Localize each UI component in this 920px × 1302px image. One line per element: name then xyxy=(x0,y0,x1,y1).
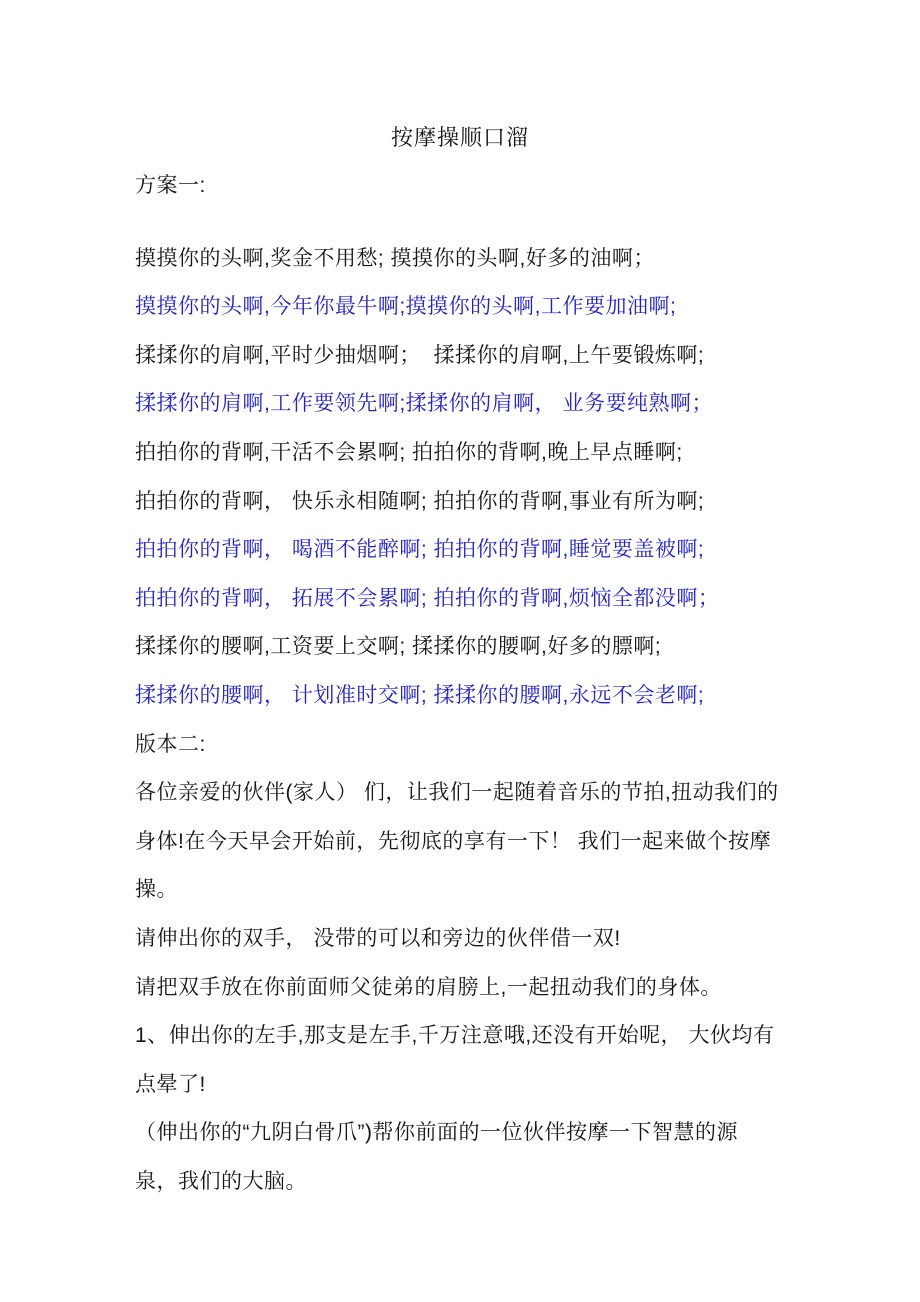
text-line: 拍拍你的背啊， 拓展不会累啊; 拍拍你的背啊,烦恼全都没啊； xyxy=(135,586,720,610)
text-line: 揉揉你的腰啊， 计划准时交啊; 揉揉你的腰啊,永远不会老啊; xyxy=(135,683,705,707)
text-line: 揉揉你的腰啊,工资要上交啊; 揉揉你的腰啊,好多的膘啊; xyxy=(135,635,662,659)
text-line: 操。 xyxy=(135,878,178,902)
text-line: 请把双手放在你前面师父徒弟的肩膀上,一起扭动我们的身体。 xyxy=(135,975,722,999)
text-line: 揉揉你的肩啊,平时少抽烟啊； 揉揉你的肩啊,上午要锻炼啊; xyxy=(135,343,705,367)
document-body xyxy=(135,162,805,1206)
text-line: 方案一: xyxy=(135,174,206,197)
text-line: 泉，我们的大脑。 xyxy=(135,1169,307,1193)
document-title: 按摩操顺口溜 xyxy=(390,125,529,150)
text-line: 请伸出你的双手， 没带的可以和旁边的伙伴借一双! xyxy=(135,926,621,950)
text-line: 拍拍你的背啊， 喝酒不能醉啊; 拍拍你的背啊,睡觉要盖被啊; xyxy=(135,538,705,562)
text-line: 摸摸你的头啊,奖金不用愁; 摸摸你的头啊,好多的油啊； xyxy=(135,246,655,270)
text-line: 揉揉你的肩啊,工作要领先啊;揉揉你的肩啊， 业务要纯熟啊； xyxy=(135,392,714,416)
text-line: 摸摸你的头啊,今年你最牛啊;摸摸你的头啊,工作要加油啊; xyxy=(135,295,677,319)
text-line: 点晕了! xyxy=(135,1072,206,1096)
text-line: 拍拍你的背啊,干活不会累啊; 拍拍你的背啊,晚上早点睡啊; xyxy=(135,440,683,464)
text-line: 版本二: xyxy=(135,732,206,756)
text-line: （伸出你的“九阴白骨爪”)帮你前面的一位伙伴按摩一下智慧的源 xyxy=(135,1121,738,1145)
text-line: 1、伸出你的左手,那支是左手,千万注意哦,还没有开始呢， 大伙均有 xyxy=(135,1024,775,1048)
text-line: 各位亲爱的伙伴(家人） 们，让我们一起随着音乐的节拍,扭动我们的 xyxy=(135,781,779,805)
text-line: 拍拍你的背啊， 快乐永相随啊; 拍拍你的背啊,事业有所为啊; xyxy=(135,489,705,513)
text-line: 身体!在今天早会开始前，先彻底的享有一下！ 我们一起来做个按摩 xyxy=(135,829,772,853)
